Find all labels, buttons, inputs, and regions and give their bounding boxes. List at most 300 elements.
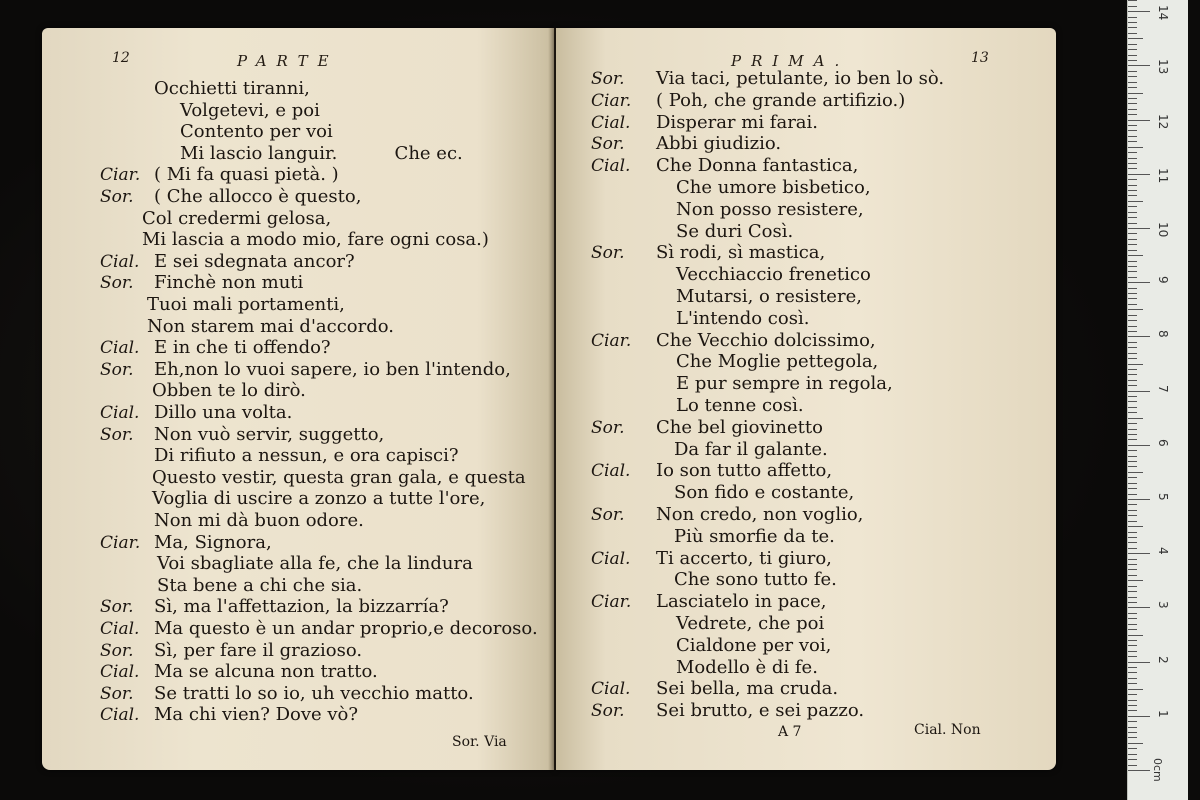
- ruler-tick: [1128, 618, 1137, 619]
- dialogue-line: [42, 488, 554, 512]
- ruler-number: 13: [1156, 59, 1170, 75]
- ruler-tick: [1128, 147, 1143, 148]
- dialogue-line: [42, 78, 554, 102]
- dialogue-line: [556, 112, 1056, 136]
- speaker-label: Sor.: [591, 134, 625, 155]
- ruler-tick: [1128, 586, 1137, 587]
- dialogue-line: [556, 264, 1056, 288]
- dialogue-line: [42, 272, 554, 296]
- dialogue-line: [42, 100, 554, 124]
- speaker-label: Ciar.: [591, 592, 632, 613]
- verse-text: Che bel giovinetto: [656, 416, 823, 438]
- ruler-tick: [1128, 721, 1137, 722]
- ruler-tick: [1128, 591, 1137, 592]
- ruler-number: 12: [1156, 113, 1170, 129]
- dialogue-line: [556, 242, 1056, 266]
- ruler-tick: [1128, 136, 1137, 137]
- ruler-number: 1: [1156, 709, 1170, 718]
- verse-text: Sei brutto, e sei pazzo.: [656, 700, 865, 722]
- ruler-tick: [1128, 607, 1150, 608]
- ruler-tick: [1128, 103, 1137, 104]
- ruler-tick: [1128, 521, 1137, 522]
- verse-text: Da far il galante.: [674, 438, 828, 460]
- ruler-tick: [1128, 434, 1137, 435]
- left-folio: 12: [112, 50, 130, 66]
- ruler-tick: [1128, 727, 1137, 728]
- dialogue-line: [556, 504, 1056, 528]
- ruler-tick: [1128, 277, 1137, 278]
- dialogue-line: [42, 532, 554, 556]
- verse-text: ( Che allocco è questo,: [154, 186, 362, 207]
- ruler-tick: [1128, 315, 1137, 316]
- ruler-tick: [1128, 125, 1137, 126]
- ruler-tick: [1128, 748, 1137, 749]
- verse-text: Più smorfie da te.: [674, 525, 835, 547]
- verse-text: Lasciatelo in pace,: [656, 591, 827, 613]
- ruler-tick: [1128, 130, 1137, 131]
- ruler-tick: [1128, 651, 1137, 652]
- verse-text: Io son tutto affetto,: [656, 460, 833, 482]
- ruler-tick: [1128, 716, 1150, 717]
- speaker-label: Sor.: [100, 597, 134, 618]
- ruler-tick: [1128, 179, 1137, 180]
- verse-text: Obben te lo dirò.: [152, 380, 306, 402]
- verse-text: Eh,non lo vuoi sapere, io ben l'intendo,: [154, 358, 511, 380]
- ruler-tick: [1128, 700, 1137, 701]
- ruler-tick: [1128, 580, 1143, 581]
- verse-text: Vecchiaccio frenetico: [676, 264, 871, 286]
- ruler-tick: [1128, 190, 1137, 191]
- ruler-tick: [1128, 217, 1137, 218]
- ruler-tick: [1128, 326, 1137, 327]
- ruler-number: 3: [1156, 601, 1170, 610]
- ruler-number: 11: [1156, 167, 1170, 184]
- ruler-tick: [1128, 640, 1137, 641]
- speaker-label: Cial.: [100, 662, 140, 683]
- dialogue-line: [556, 613, 1056, 637]
- dialogue-line: [42, 510, 554, 534]
- ruler-number: 7: [1156, 384, 1170, 393]
- verse-text: Questo vestir, questa gran gala, e questa: [152, 466, 526, 488]
- ruler-tick: [1128, 418, 1143, 419]
- dialogue-line: [556, 657, 1056, 681]
- dialogue-line: [556, 308, 1056, 332]
- verse-text: Finchè non muti: [154, 272, 304, 294]
- dialogue-line: [556, 678, 1056, 702]
- ruler-tick: [1128, 429, 1137, 430]
- verse-text: Sei bella, ma cruda.: [656, 678, 839, 700]
- dialogue-line: [556, 569, 1056, 593]
- speaker-label: Cial.: [100, 705, 140, 726]
- right-running-head: PRIMA.: [731, 52, 850, 70]
- dialogue-line: [556, 286, 1056, 310]
- verse-text: Di rifiuto a nessun, e ora capisci?: [154, 445, 459, 467]
- ruler-number: 6: [1156, 438, 1170, 447]
- dialogue-line: [42, 229, 554, 253]
- speaker-label: Cial.: [100, 251, 140, 272]
- verse-text: Cialdone per voi,: [676, 634, 832, 656]
- verse-text: Ti accerto, ti giuro,: [656, 547, 832, 569]
- speaker-label: Sor.: [591, 69, 625, 89]
- ruler-tick: [1128, 282, 1150, 283]
- speaker-label: Cial.: [100, 338, 140, 359]
- verse-text: Disperar mi farai.: [656, 111, 819, 133]
- ruler-tick: [1128, 705, 1137, 706]
- verse-text: Sì, ma l'affettazion, la bizzarría?: [154, 596, 449, 618]
- ruler-tick: [1128, 494, 1137, 495]
- dialogue-line: [42, 402, 554, 426]
- left-page: [42, 28, 554, 770]
- ruler-tick: [1128, 223, 1137, 224]
- ruler-tick: [1128, 331, 1137, 332]
- ruler-tick: [1128, 672, 1137, 673]
- dialogue-line: [556, 635, 1056, 659]
- ruler-tick: [1128, 667, 1137, 668]
- verse-text: L'intendo così.: [676, 307, 810, 329]
- ruler-tick: [1128, 87, 1137, 88]
- ruler-tick: [1128, 342, 1137, 343]
- ruler-tick: [1128, 33, 1137, 34]
- verse-text: Non mi dà buon odore.: [154, 510, 364, 531]
- ruler-tick: [1128, 694, 1137, 695]
- verse-text: Se tratti lo so io, uh vecchio matto.: [154, 682, 474, 704]
- verse-text: Che sono tutto fe.: [674, 569, 837, 591]
- dialogue-line: [556, 417, 1056, 441]
- dialogue-line: [42, 618, 554, 642]
- ruler-tick: [1128, 271, 1137, 272]
- ruler-tick: [1128, 553, 1150, 554]
- ruler-tick: [1128, 770, 1150, 771]
- ruler-tick: [1128, 353, 1137, 354]
- ruler-tick: [1128, 114, 1137, 115]
- dialogue-line: [42, 143, 554, 167]
- ruler-tick: [1128, 82, 1137, 83]
- ruler-tick: [1128, 548, 1137, 549]
- dialogue-line: [42, 359, 554, 383]
- ruler-tick: [1128, 320, 1137, 321]
- verse-text: Non vuò servir, suggetto,: [154, 423, 385, 445]
- dialogue-line: [556, 90, 1056, 114]
- ruler-tick: [1128, 212, 1137, 213]
- speaker-label: Ciar.: [100, 532, 141, 553]
- dialogue-line: [42, 294, 554, 318]
- ruler-tick: [1128, 466, 1137, 467]
- ruler-tick: [1128, 347, 1137, 348]
- verse-text: Se duri Così.: [676, 220, 794, 242]
- ruler-tick: [1128, 304, 1137, 305]
- ruler-unit: 0cm: [1151, 758, 1164, 782]
- speaker-label: Sor.: [100, 273, 134, 294]
- verse-text: Sì, per fare il grazioso.: [154, 639, 363, 661]
- dialogue-line: [556, 351, 1056, 375]
- dialogue-line: [42, 445, 554, 469]
- ruler-tick: [1128, 510, 1137, 511]
- ruler-tick: [1128, 0, 1137, 1]
- ruler-tick: [1128, 374, 1137, 375]
- ruler-tick: [1128, 499, 1150, 500]
- verse-text: Che umore bisbetico,: [676, 177, 871, 198]
- verse-text: Occhietti tiranni,: [154, 78, 310, 99]
- dialogue-line: [42, 467, 554, 491]
- ruler-tick: [1128, 624, 1137, 625]
- ruler-tick: [1128, 759, 1137, 760]
- speaker-label: Sor.: [591, 243, 625, 264]
- ruler-tick: [1128, 412, 1137, 413]
- ruler-tick: [1128, 635, 1143, 636]
- dialogue-line: [556, 221, 1056, 245]
- verse-text: Son fido e costante,: [674, 482, 855, 504]
- ruler-tick: [1128, 439, 1137, 440]
- ruler-tick: [1128, 206, 1137, 207]
- ruler-tick: [1128, 380, 1137, 381]
- verse-text: Mutarsi, o resistere,: [676, 286, 862, 307]
- ruler-tick: [1128, 17, 1137, 18]
- ruler-tick: [1128, 11, 1150, 12]
- ruler-tick: [1128, 396, 1137, 397]
- verse-text: Che Moglie pettegola,: [676, 351, 879, 373]
- speaker-label: Sor.: [100, 640, 134, 661]
- dialogue-line: [556, 591, 1056, 615]
- verse-text: E in che ti offendo?: [154, 337, 331, 359]
- ruler-tick: [1128, 233, 1137, 234]
- speaker-label: Cial.: [591, 461, 631, 482]
- ruler-tick: [1128, 515, 1137, 516]
- left-catchword: Sor. Via: [452, 734, 507, 750]
- ruler-tick: [1128, 60, 1137, 61]
- ruler-tick: [1128, 461, 1137, 462]
- dialogue-line: [556, 133, 1056, 157]
- ruler-tick: [1128, 152, 1137, 153]
- dialogue-line: [556, 548, 1056, 572]
- ruler-tick: [1128, 44, 1137, 45]
- dialogue-line: [42, 683, 554, 707]
- dialogue-line: [42, 661, 554, 685]
- speaker-label: Cial.: [100, 619, 140, 639]
- ruler-tick: [1128, 261, 1137, 262]
- ruler-tick: [1128, 98, 1137, 99]
- ruler-tick: [1128, 456, 1137, 457]
- dialogue-line: [42, 186, 554, 210]
- ruler-tick: [1128, 266, 1137, 267]
- signature-mark: A 7: [778, 724, 802, 740]
- dialogue-line: [556, 460, 1056, 484]
- speaker-label: Sor.: [100, 683, 134, 704]
- ruler-tick: [1128, 407, 1137, 408]
- dialogue-line: [42, 208, 554, 232]
- verse-text: Volgetevi, e poi: [180, 99, 320, 121]
- dialogue-line: [42, 596, 554, 620]
- speaker-label: Ciar.: [591, 90, 632, 111]
- speaker-label: Cial.: [100, 403, 140, 423]
- ruler-tick: [1128, 504, 1137, 505]
- verse-text: Abbi giudizio.: [656, 133, 782, 155]
- ruler-tick: [1128, 309, 1143, 310]
- dialogue-line: [42, 424, 554, 448]
- dialogue-line: [556, 373, 1056, 397]
- ruler-tick: [1128, 168, 1137, 169]
- ruler-number: 9: [1156, 276, 1170, 284]
- dialogue-line: [556, 177, 1056, 201]
- ruler-tick: [1128, 141, 1137, 142]
- ruler-tick: [1128, 732, 1137, 733]
- ruler-tick: [1128, 710, 1137, 711]
- verse-text: Via taci, petulante, io ben lo sò.: [656, 68, 945, 89]
- verse-text: Non starem mai d'accordo.: [147, 315, 394, 337]
- ruler-tick: [1128, 542, 1137, 543]
- ruler-tick: [1128, 109, 1137, 110]
- verse-text: Che Donna fantastica,: [656, 155, 859, 177]
- ruler-tick: [1128, 298, 1137, 299]
- speaker-label: Sor.: [100, 187, 134, 207]
- ruler-tick: [1128, 765, 1137, 766]
- ruler-number: 10: [1156, 222, 1170, 238]
- dialogue-line: [556, 526, 1056, 550]
- ruler-tick: [1128, 76, 1137, 77]
- ruler-tick: [1128, 488, 1137, 489]
- ruler-tick: [1128, 336, 1150, 337]
- ruler-tick: [1128, 195, 1137, 196]
- ruler-tick: [1128, 250, 1137, 251]
- dialogue-line: [556, 482, 1056, 506]
- ruler-tick: [1128, 532, 1137, 533]
- right-catchword: Cial. Non: [914, 722, 981, 738]
- ruler-number: 14: [1156, 5, 1170, 21]
- ruler-tick: [1128, 629, 1137, 630]
- measuring-ruler: [1127, 0, 1188, 800]
- verse-text: Modello è di fe.: [676, 656, 818, 678]
- ruler-tick: [1128, 244, 1137, 245]
- verse-text: Che Vecchio dolcissimo,: [656, 329, 876, 351]
- ruler-tick: [1128, 737, 1137, 738]
- verse-text: Ma chi vien? Dove vò?: [154, 704, 359, 726]
- dialogue-line: [42, 316, 554, 340]
- ruler-tick: [1128, 662, 1150, 663]
- dialogue-line: [42, 121, 554, 145]
- verse-text: Ma, Signora,: [154, 531, 272, 553]
- ruler-tick: [1128, 185, 1137, 186]
- speaker-label: Sor.: [591, 505, 625, 525]
- speaker-label: Ciar.: [591, 330, 632, 351]
- dialogue-line: [42, 164, 554, 188]
- dialogue-line: [42, 553, 554, 577]
- ruler-number: 2: [1156, 655, 1170, 664]
- dialogue-line: [556, 155, 1056, 179]
- ruler-tick: [1128, 120, 1150, 121]
- speaker-label: Cial.: [591, 548, 631, 569]
- ruler-tick: [1128, 683, 1137, 684]
- ruler-tick: [1128, 423, 1137, 424]
- dialogue-line: [556, 68, 1056, 92]
- ruler-tick: [1128, 293, 1137, 294]
- verse-text: Voi sbagliate alla fe, che la lindura: [157, 553, 473, 575]
- ruler-number: 4: [1156, 547, 1170, 555]
- ruler-tick: [1128, 569, 1137, 570]
- speaker-label: Sor.: [591, 417, 625, 438]
- ruler-tick: [1128, 38, 1143, 39]
- ruler-tick: [1128, 55, 1137, 56]
- ruler-tick: [1128, 228, 1150, 229]
- right-page: [556, 28, 1056, 770]
- dialogue-line: [42, 704, 554, 728]
- ruler-tick: [1128, 559, 1137, 560]
- verse-text: Ma questo è un andar proprio,e decoroso.: [154, 618, 538, 639]
- verse-text: ( Poh, che grande artifizio.): [656, 89, 906, 111]
- ruler-tick: [1128, 385, 1137, 386]
- ruler-tick: [1128, 526, 1143, 527]
- ruler-tick: [1128, 174, 1150, 175]
- ruler-tick: [1128, 754, 1137, 755]
- speaker-label: Cial.: [591, 112, 631, 133]
- ruler-tick: [1128, 743, 1143, 744]
- dialogue-line: [556, 700, 1056, 724]
- ruler-tick: [1128, 163, 1137, 164]
- ruler-tick: [1128, 564, 1137, 565]
- ruler-number: 5: [1156, 493, 1170, 501]
- verse-text: Mi lascia a modo mio, fare ogni cosa.): [142, 229, 489, 251]
- dialogue-line: [42, 337, 554, 361]
- verse-text: Tuoi mali portamenti,: [147, 294, 345, 315]
- ruler-tick: [1128, 597, 1137, 598]
- left-running-head: PARTE: [237, 52, 339, 70]
- verse-text: Mi lascio languir. Che ec.: [180, 142, 463, 164]
- verse-text: Non credo, non voglio,: [656, 504, 864, 525]
- ruler-tick: [1128, 158, 1137, 159]
- dialogue-line: [556, 199, 1056, 223]
- ruler-tick: [1128, 537, 1137, 538]
- verse-text: Dillo una volta.: [154, 402, 293, 423]
- ruler-tick: [1128, 445, 1150, 446]
- ruler-tick: [1128, 364, 1143, 365]
- speaker-label: Sor.: [100, 424, 134, 445]
- verse-text: Sta bene a chi che sia.: [157, 574, 363, 596]
- dialogue-line: [42, 640, 554, 664]
- dialogue-line: [556, 395, 1056, 419]
- speaker-label: Sor.: [100, 359, 134, 380]
- dialogue-line: [42, 575, 554, 599]
- verse-text: E sei sdegnata ancor?: [154, 250, 355, 272]
- ruler-tick: [1128, 201, 1143, 202]
- verse-text: E pur sempre in regola,: [676, 373, 893, 395]
- dialogue-line: [556, 330, 1056, 354]
- speaker-label: Sor.: [591, 701, 625, 722]
- ruler-tick: [1128, 255, 1143, 256]
- ruler-tick: [1128, 6, 1137, 7]
- speaker-label: Cial.: [591, 156, 631, 177]
- ruler-tick: [1128, 49, 1137, 50]
- ruler-tick: [1128, 71, 1137, 72]
- verse-text: Non posso resistere,: [676, 198, 864, 220]
- right-folio: 13: [971, 50, 989, 66]
- ruler-tick: [1128, 358, 1137, 359]
- ruler-tick: [1128, 93, 1143, 94]
- ruler-tick: [1128, 401, 1137, 402]
- speaker-label: Ciar.: [100, 165, 141, 186]
- ruler-tick: [1128, 391, 1150, 392]
- ruler-tick: [1128, 689, 1143, 690]
- verse-text: Contento per voi: [180, 121, 333, 143]
- dialogue-line: [556, 439, 1056, 463]
- verse-text: Col credermi gelosa,: [142, 207, 332, 229]
- ruler-tick: [1128, 575, 1137, 576]
- ruler-tick: [1128, 602, 1137, 603]
- ruler-tick: [1128, 678, 1137, 679]
- speaker-label: Cial.: [591, 679, 631, 700]
- ruler-tick: [1128, 450, 1137, 451]
- ruler-tick: [1128, 477, 1137, 478]
- ruler-tick: [1128, 65, 1150, 66]
- verse-text: Voglia di uscire a zonzo a tutte l'ore,: [152, 488, 486, 510]
- ruler-tick: [1128, 645, 1137, 646]
